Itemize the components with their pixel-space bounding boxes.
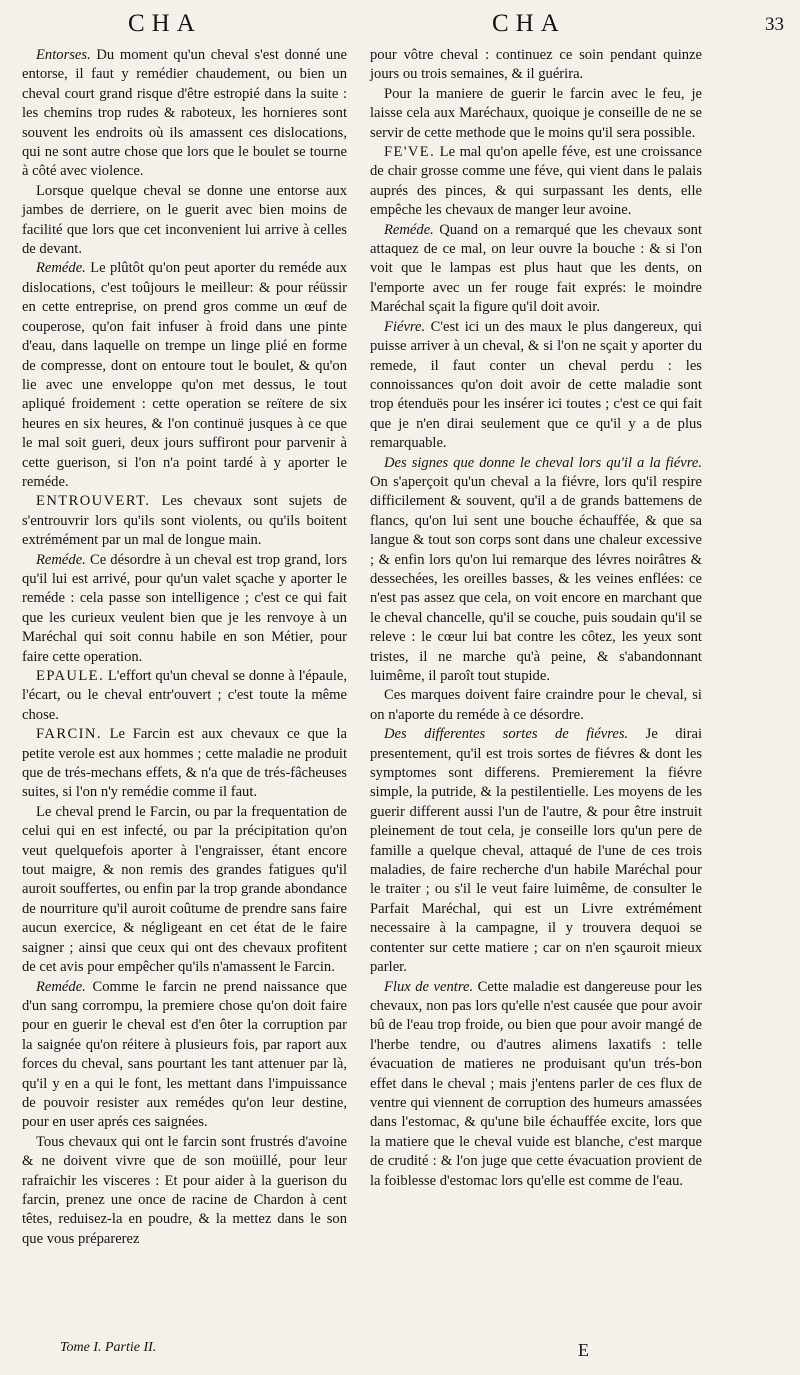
paragraph [22, 551, 347, 667]
paragraph-text: On s'aperçoit qu'un cheval a la fiévre, lors qu'il respire difficilement & souvent, qu'il a de grands battemens de flancs, qu'on lui sent une bouche échauffée, & que sa langue & tout son corps sont dans une chaleur excessive ; & enfin lors qu'on lui remarque des lévres noirâtres & dessechées, les oreilles basses, & les veines enflées: ce n'est pas assez que cela, on voit encore en marchant que le cheval chancelle, qu'il se couche, puis soudain qu'il se releve : le cœur lui bat contre les côtez, les yeux sont tristes, il ne marche qu'à peine, & s'abandonnant luimême, il paroît tout stupide. [370, 473, 702, 684]
paragraph-text: Le Farcin est aux chevaux ce que la petite verole est aux hommes ; cette maladie ne produit que de trés-mechans effets, & n'a que de trés-fâcheuses suites, si l'on n'y remédie comme il faut. [22, 726, 347, 801]
paragraph-lead: Entorses. [36, 47, 91, 63]
paragraph [370, 46, 702, 85]
paragraph [370, 143, 702, 221]
header-left: CHA [128, 10, 202, 37]
paragraph-text: Tous chevaux qui ont le farcin sont frustrés d'avoine & ne doivent vivre que de son moüillé, pour leur rafraichir les visceres : Et pour aider à la guerison du farcin, prenez une once de racine de Chardon à cent têtes, reduisez-la en poudre, & la mettez dans le son que vous préparerez [22, 1133, 347, 1247]
paragraph-text: Les chevaux sont sujets de s'entrouvrir lors qu'ils sont violents, ou qu'ils boitent extrémément par un mal de longue main. [22, 493, 347, 549]
paragraph-lead: Reméde. [36, 978, 86, 995]
paragraph-text: Ce désordre à un cheval est trop grand, lors qu'il lui est arrivé, pour qu'un valet sçache y aporter le reméde : cela passe son intelligence ; c'est ce qui fait que les curieux veulent bien que je les renvoye à un Maréchal qui soit connu habile en son Métier, pour faire cette operation. [22, 551, 347, 665]
paragraph [370, 978, 702, 1191]
paragraph [22, 978, 347, 1133]
paragraph [370, 221, 702, 318]
paragraph [22, 182, 347, 260]
paragraph-text: pour vôtre cheval : continuez ce soin pendant quinze jours ou trois semaines, & il guérira. [370, 47, 702, 83]
paragraph-text: C'est ici un des maux le plus dangereux, qui puisse arriver à un cheval, & si l'on ne sçait y aporter du remede, il faut conter un cheval perdu : les connoissances qu'on doit avoir de cette maladie sont trop étenduës pour les insérer ici toutes ; c'est ce qui fait que je n'en dirai seulement que ce qu'il y a de plus remarquable. [370, 318, 702, 452]
paragraph [370, 454, 702, 687]
paragraph [370, 318, 702, 454]
paragraph-lead: Reméde. [384, 221, 434, 238]
paragraph-lead: Flux de ventre. [384, 978, 474, 995]
paragraph-text: Comme le farcin ne prend naissance que d'un sang corrompu, la premiere chose qu'on doit faire pour en guerir le cheval est d'en ôter la corruption par la saignée qu'on réitere à plusieurs fois, par raport aux forces du cheval, sans pourtant les tant attenuer par là, qu'il y en a qui le font, les mettant dans l'impuissance de pouvoir resister aux remédes qu'on leur destine, pour en user aprés ces saignées. [22, 978, 347, 1131]
paragraph-lead: FE'VE. [384, 144, 436, 161]
paragraph-lead: Reméde. [36, 551, 86, 568]
paragraph-lead: Des differentes sortes de fiévres. [384, 726, 629, 743]
paragraph-text: Le plûtôt qu'on peut aporter du reméde aux dislocations, c'est toûjours le meilleur: & pour réüssir en cette entreprise, on prend gros comme un œuf de couperose, qu'on fait infuser à froid dans une pinte d'eau, dans laquelle on trempe un linge plié en forme de compresse, dont on entoure tout le boulet, & qu'on lie avec une enveloppe qu'on met dessus, le tout apliqué froidement : cette operation se reïtere de six heures en six heures, & l'on continuë jusques à ce que le mal soit gueri, deux jours suffiront pour parvenir à cette guerison, si l'on n'a point tardé à y aporter le reméde. [22, 260, 347, 490]
paragraph-text: L'effort qu'un cheval se donne à l'épaule, l'écart, ou le cheval entr'ouvert ; c'est toute la même chose. [22, 668, 347, 723]
right-column [370, 46, 702, 1191]
running-header [0, 10, 800, 40]
paragraph [22, 1133, 347, 1249]
paragraph [370, 725, 702, 977]
paragraph-text: Du moment qu'un cheval s'est donné une entorse, il faut y remédier chaudement, ou bien un cheval court grand risque d'être estropié dans la suite : les chemins trop rudes & raboteux, les hornieres sont souvent les endroits où ils amassent ces dislocations, qui ne sont autre chose que lors que le boulet se tourne à côté avec violence. [22, 47, 347, 180]
left-column [22, 46, 347, 1249]
paragraph [22, 803, 347, 978]
paragraph-lead: ENTROUVERT. [36, 493, 151, 510]
paragraph-lead: Fiévre. [384, 318, 426, 335]
paragraph-lead: EPAULE. [36, 668, 105, 684]
paragraph [22, 667, 347, 725]
paragraph-text: Le cheval prend le Farcin, ou par la frequentation de celui qui en est infecté, ou par la précipitation qu'on veut quelquefois aporter à l'engraisser, étant encore tout maigre, & non remis des grandes fatigues qu'il auroit souffertes, ou enfin par la trop grande abondance de nourriture qu'il auroit coûtume de prendre sans faire aucun exercice, & négligeant en cet état de le faire saigner ; ainsi que ceux qui ont des chevaux profitent de cet avis pour empêcher qu'ils n'amassent le Farcin. [22, 803, 347, 976]
signature-mark: E [578, 1340, 589, 1360]
paragraph-lead: Reméde. [36, 260, 86, 277]
paragraph-text: Lorsque quelque cheval se donne une entorse aux jambes de derriere, on le guerit avec bien moins de facilité que lors que cet inconvenient lui arrive à celles de devant. [22, 182, 347, 258]
paragraph-text: Cette maladie est dangereuse pour les chevaux, non pas lors qu'elle n'est causée que pour avoir bû de l'eau trop froide, ou bien que pour avoir mangé de l'herbe tendre, ou d'autres alimens laxatifs : telle évacuation de matieres ne produisant qu'un trés-bon effet dans le cheval ; mais j'entens parler de ces flux de ventre qui viennent de corruption des humeurs amassées dans l'estomac, & qu'une bile échauffée excite, lors que la matiere que le cheval vuide est blanche, c'est marque de crudité : & l'on juge que cette évacuation provient de la foiblesse d'estomac lors qu'elle est comme de l'eau. [370, 978, 702, 1189]
paragraph [22, 259, 347, 492]
header-right: CHA [492, 10, 566, 37]
paragraph [370, 85, 702, 143]
paragraph-lead: FARCIN. [36, 726, 102, 743]
paragraph [22, 46, 347, 182]
paragraph-lead: Des signes que donne le cheval lors qu'il a la fiévre. [384, 454, 702, 471]
paragraph-text: Pour la maniere de guerir le farcin avec le feu, je laisse cela aux Maréchaux, quoique je conseille de ne se servir de cette methode que le moins qu'il sera possible. [370, 85, 702, 141]
paragraph-text: Le mal qu'on apelle féve, est une croissance de chair grosse comme une féve, qui vient dans le palais auprés des pinces, & qui surpassant les dents, elle empêche les chevaux de manger leur avoine. [370, 144, 702, 219]
paragraph-text: Quand on a remarqué que les chevaux sont attaquez de ce mal, on leur ouvre la bouche : & si l'on voit que le lampas est plus haut que les dents, on l'emporte avec un fer rouge fait exprés: le moindre Maréchal sçait la figure qu'il doit avoir. [370, 221, 702, 316]
page-number: 33 [765, 14, 784, 35]
paragraph-text: Je dirai presentement, qu'il est trois sortes de fiévres & dont les symptomes sont differens. Premierement la fiévre simple, la putride, & la pestilentielle. Les moyens de les guerir different aussi l'un de l'autre, & pour être instruit pleinement de tout cela, je conseille lors qu'un pere de famille a quelque cheval, attaqué de l'une de ces trois maladies, de faire recherche d'un habile Maréchal pour le traiter ; ou s'il le veut faire luimême, de consulter le Parfait Maréchal, qui est un Livre extrémément necessaire à la campagne, il y trouvera dequoi se contenter sur cette matiere ; car on n'en sçauroit mieux parler. [370, 726, 702, 976]
volume-note: Tome I. Partie II. [60, 1340, 157, 1355]
paragraph [22, 725, 347, 803]
paragraph [22, 492, 347, 550]
paragraph-text: Ces marques doivent faire craindre pour le cheval, si on n'aporte du reméde à ce désordre. [370, 687, 702, 723]
paragraph [370, 686, 702, 725]
